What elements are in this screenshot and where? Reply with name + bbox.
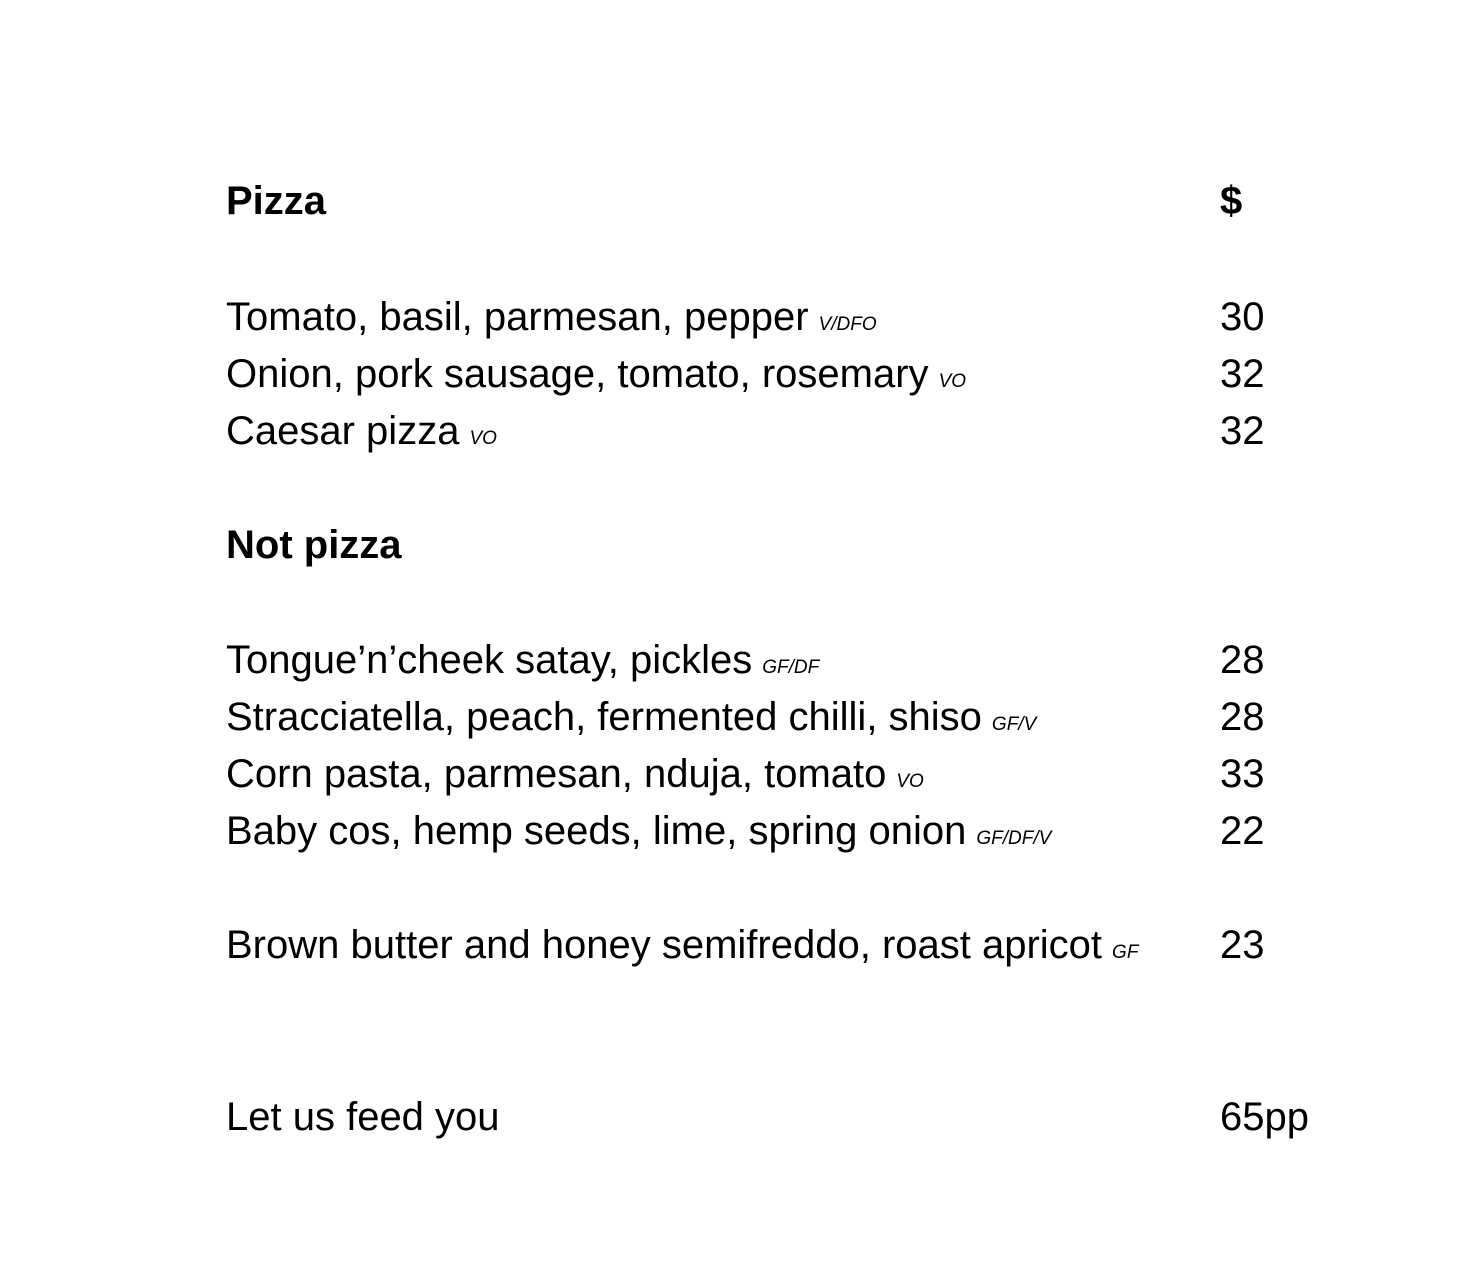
dietary-tag: VO	[469, 428, 497, 449]
menu-item-row	[226, 292, 1336, 342]
dietary-tag: GF	[1112, 942, 1139, 963]
menu-item-name: Caesar pizza VO	[226, 409, 497, 453]
menu-item-row	[226, 635, 1336, 685]
section-title: Pizza	[226, 179, 327, 223]
menu-item-name: Corn pasta, parmesan, nduja, tomato VO	[226, 752, 924, 796]
currency-symbol: $	[1220, 179, 1243, 223]
dietary-tag: GF/DF	[762, 657, 820, 678]
dietary-tag: VO	[938, 371, 967, 392]
section-title: Not pizza	[226, 523, 402, 567]
menu-item-name: Baby cos, hemp seeds, lime, spring onion GF/DF/V	[226, 809, 1052, 853]
menu-item-price: 28	[1220, 695, 1265, 739]
dietary-tag: VO	[896, 771, 924, 792]
set-menu-price: 65pp	[1220, 1095, 1309, 1139]
menu-item-price: 23	[1220, 923, 1265, 967]
menu-item-price: 22	[1220, 809, 1265, 853]
menu-item-row	[226, 806, 1336, 856]
menu-item-row	[226, 749, 1336, 799]
menu-item-price: 32	[1220, 409, 1265, 453]
menu-item-price: 33	[1220, 752, 1265, 796]
not-pizza-section-heading	[226, 520, 1336, 570]
menu-item-name: Onion, pork sausage, tomato, rosemary VO	[226, 352, 967, 396]
set-menu-label: Let us feed you	[226, 1095, 500, 1139]
set-menu-row	[226, 1092, 1336, 1142]
menu-item-name: Stracciatella, peach, fermented chilli, shiso GF/V	[226, 695, 1037, 739]
menu-item-row	[226, 349, 1336, 399]
menu-item-price: 28	[1220, 638, 1265, 682]
menu-item-price: 32	[1220, 352, 1265, 396]
dietary-tag: V/DFO	[818, 314, 877, 335]
menu-item-price: 30	[1220, 295, 1265, 339]
menu-item-row	[226, 406, 1336, 456]
dietary-tag: GF/DF/V	[976, 828, 1052, 849]
menu-item-name: Tongue’n’cheek satay, pickles GF/DF	[226, 638, 820, 682]
menu-item-name: Brown butter and honey semifreddo, roast apricot GF	[226, 923, 1139, 967]
menu-item-row	[226, 920, 1336, 970]
dietary-tag: GF/V	[991, 714, 1037, 735]
menu-item-row	[226, 692, 1336, 742]
pizza-section-heading	[226, 176, 1336, 226]
menu-item-name: Tomato, basil, parmesan, pepper V/DFO	[226, 295, 877, 339]
